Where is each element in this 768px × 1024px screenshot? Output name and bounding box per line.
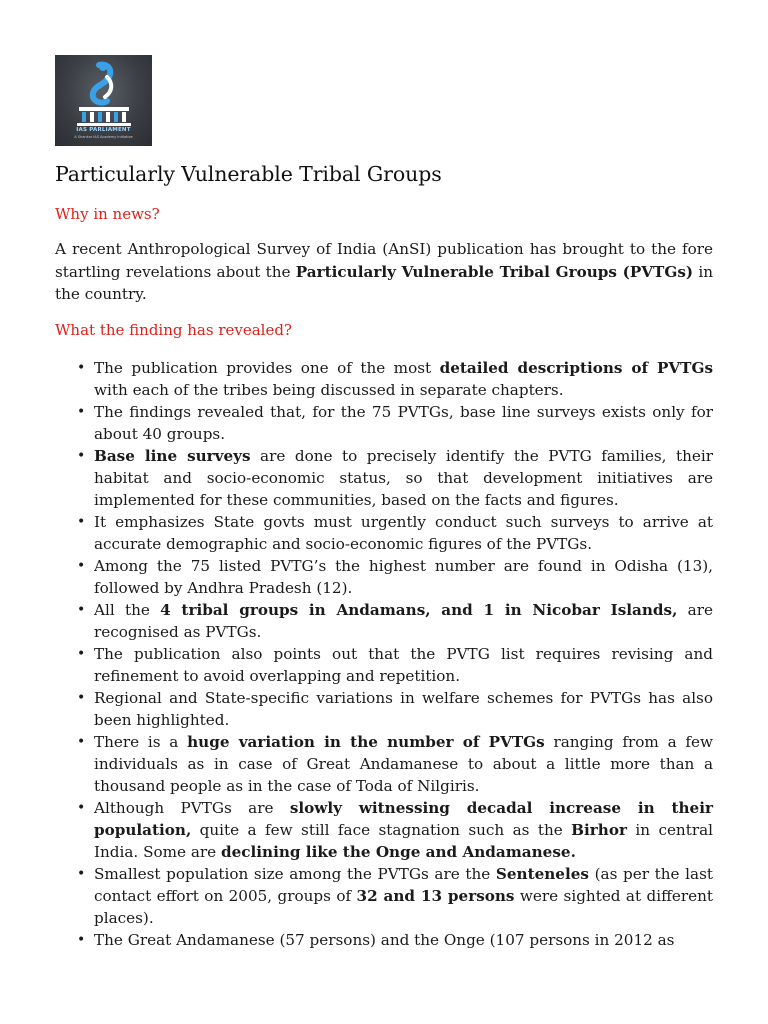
- list-item: • The publication also points out that the PVTG list requires revising and refinement to avoid overlapping and repetition.: [55, 643, 713, 687]
- list-item: • The findings revealed that, for the 75 PVTGs, base line surveys exists only for about 40 groups.: [55, 401, 713, 445]
- logo-name: IAS PARLIAMENT: [76, 127, 131, 133]
- list-item: • Although PVTGs are slowly witnessing decadal increase in their population, quite a few still face stagnation such as the Birhor in central India. Some are declining like the Onge and Andamanese.: [55, 797, 713, 863]
- list-item: • It emphasizes State govts must urgently conduct such surveys to arrive at accurate demographic and socio-economic figures of the PVTGs.: [55, 511, 713, 555]
- findings-list: [55, 357, 713, 951]
- list-item: • All the 4 tribal groups in Andamans, and 1 in Nicobar Islands, are recognised as PVTGs.: [55, 599, 713, 643]
- list-item: • The publication provides one of the most detailed descriptions of PVTGs with each of the tribes being discussed in separate chapters.: [55, 357, 713, 401]
- intro-paragraph: [55, 238, 713, 306]
- list-item: • Regional and State-specific variations in welfare schemes for PVTGs has also been highlighted.: [55, 687, 713, 731]
- section-heading-why-in-news: Why in news?: [55, 205, 160, 223]
- section-heading-findings: What the finding has revealed?: [55, 321, 292, 339]
- list-item: • There is a huge variation in the number of PVTGs ranging from a few individuals as in case of Great Andamanese to about a little more than a thousand people as in the case of Toda of Nilgiris.: [55, 731, 713, 797]
- intro-text-2: in the country.: [55, 262, 714, 303]
- intro-text-1: A recent Anthropological Survey of India (AnSI) publication has brought to the fore startling revelations about the: [55, 240, 713, 281]
- list-item: • The Great Andamanese (57 persons) and the Onge (107 persons in 2012 as: [55, 929, 713, 951]
- page-title: Particularly Vulnerable Tribal Groups: [55, 162, 442, 186]
- intro-bold-pvtgs: Particularly Vulnerable Tribal Groups (PVTGs): [295, 262, 694, 281]
- list-item: • Base line surveys are done to precisely identify the PVTG families, their habitat and socio-economic status, so that development initiatives are implemented for these communities, based on the facts and figures.: [55, 445, 713, 511]
- ias-parliament-logo: [55, 55, 152, 146]
- list-item: • Smallest population size among the PVTGs are the Senteneles (as per the last contact effort on 2005, groups of 32 and 13 persons were sighted at different places).: [55, 863, 713, 929]
- logo-tagline: A Shankar IAS Academy Initiative: [74, 135, 133, 139]
- list-item: • Among the 75 listed PVTG’s the highest number are found in Odisha (13), followed by Andhra Pradesh (12).: [55, 555, 713, 599]
